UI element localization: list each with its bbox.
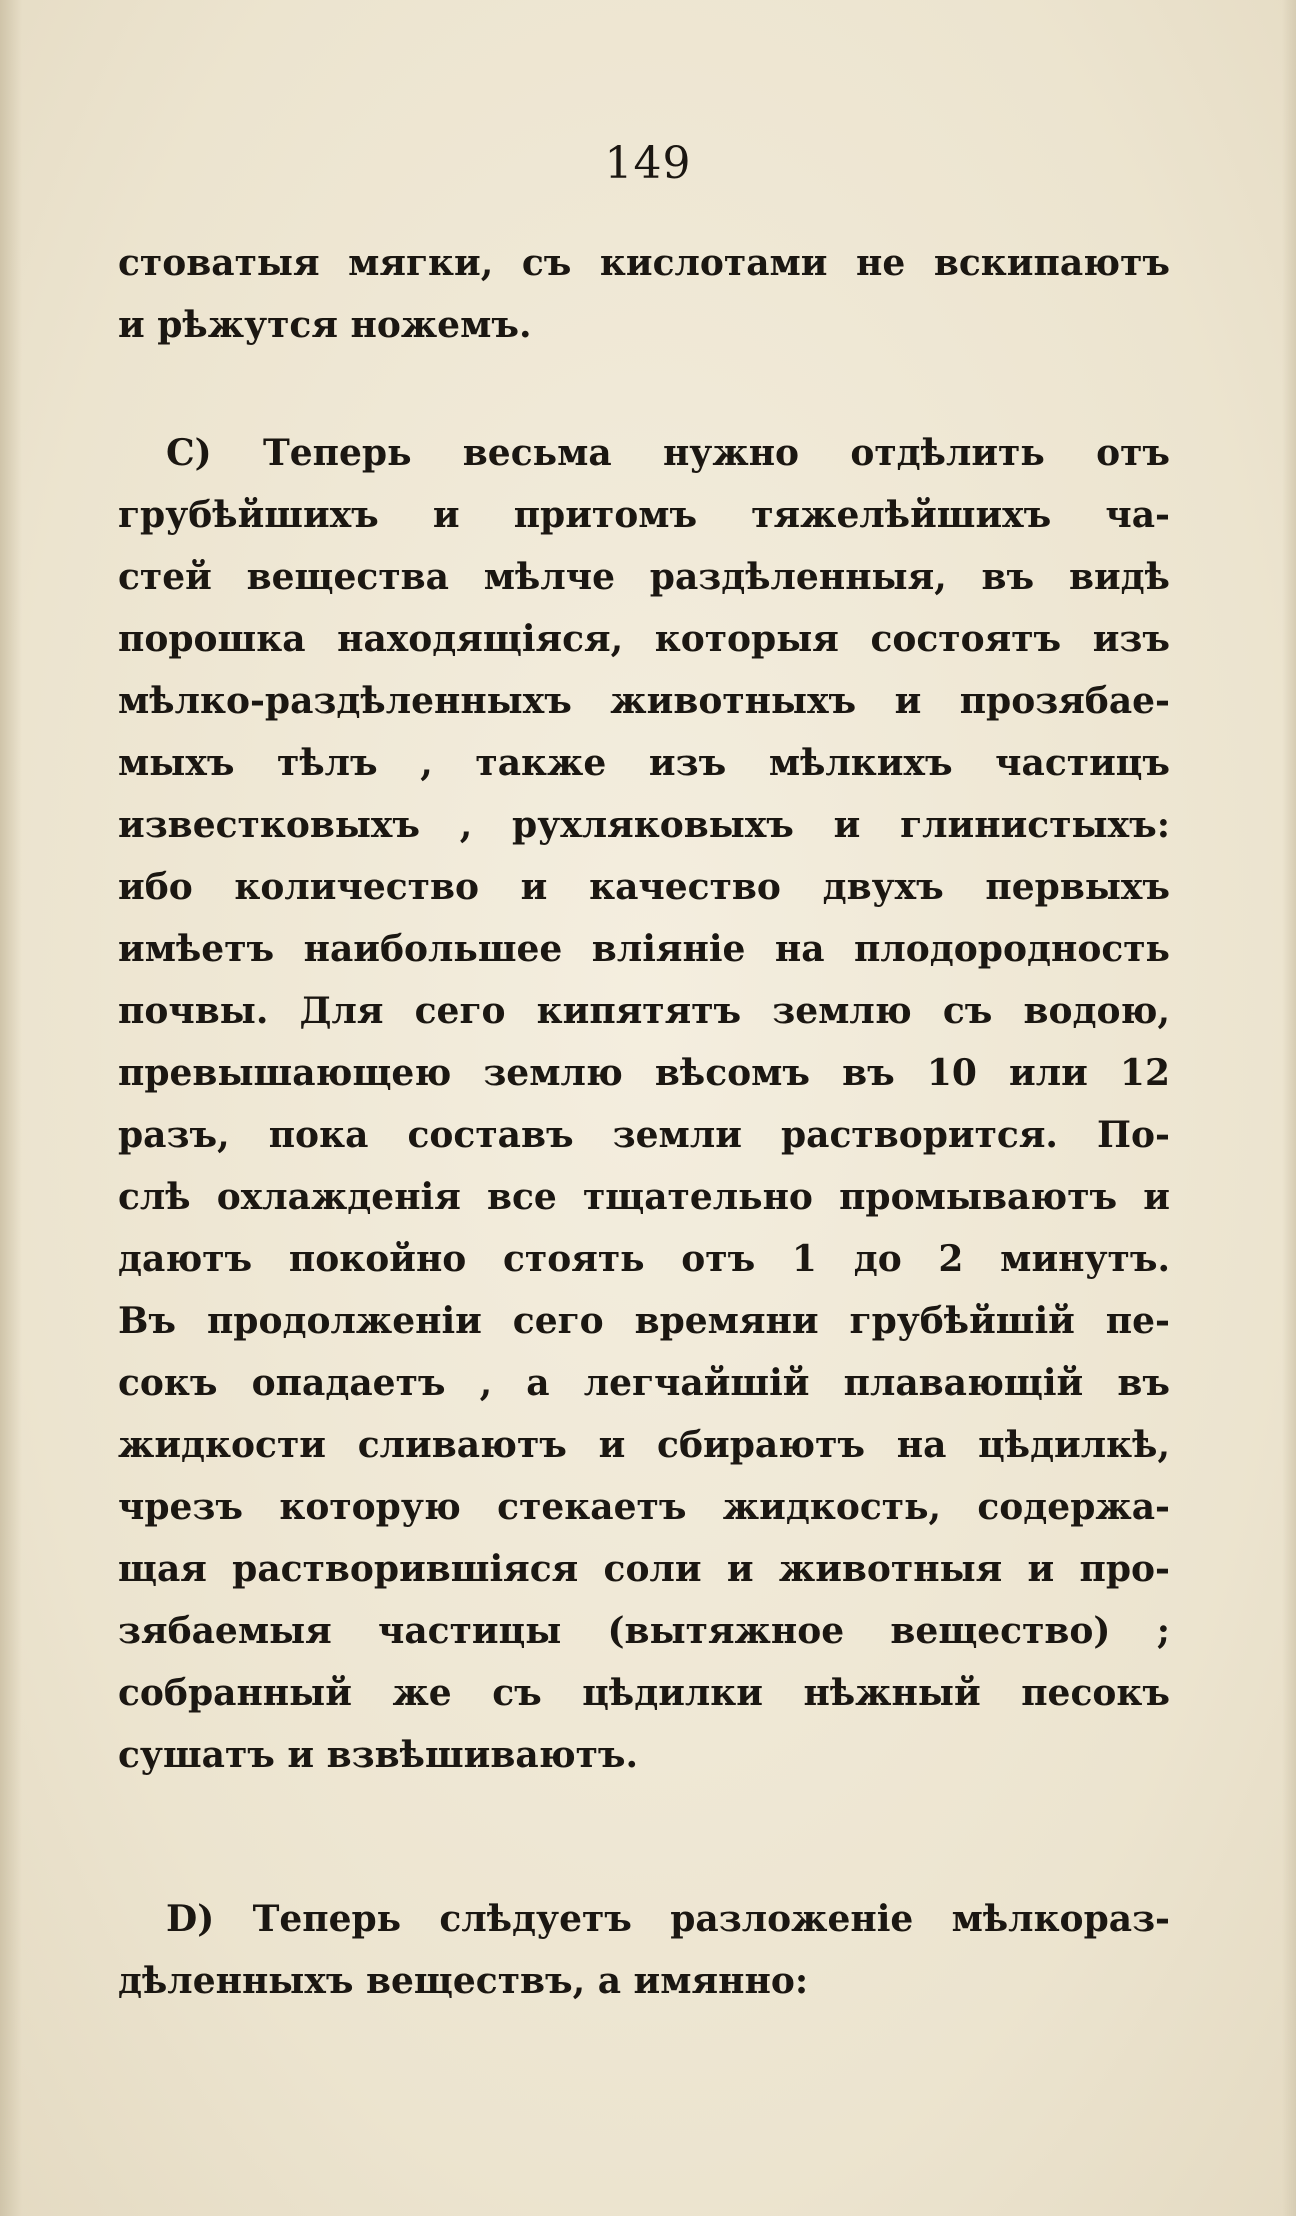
text-line: Въ продолженіи сего времяни грубѣйшій пе- (118, 1300, 1170, 1342)
text-line: жидкости сливаютъ и сбираютъ на цѣдилкѣ, (118, 1424, 1170, 1466)
page-number: 149 (604, 138, 692, 189)
text-line: мѣлко-раздѣленныхъ животныхъ и прозябае- (118, 680, 1170, 722)
text-line: собранный же съ цѣдилки нѣжный песокъ (118, 1672, 1170, 1714)
text-line: стей вещества мѣлче раздѣленныя, въ видѣ (118, 556, 1170, 598)
text-line: чрезъ которую стекаетъ жидкость, содержа- (118, 1486, 1170, 1528)
text-line: дѣленныхъ веществъ, а имянно: (118, 1960, 809, 2002)
text-line: разъ, пока составъ земли растворится. По- (118, 1114, 1170, 1156)
text-line: зябаемыя частицы (вытяжное вещество) ; (118, 1610, 1170, 1652)
text-line: сокъ опадаетъ , а легчайшій плавающій въ (118, 1362, 1170, 1404)
text-line: мыхъ тѣлъ , также изъ мѣлкихъ частицъ (118, 742, 1170, 784)
text-line: D) Теперь слѣдуетъ разложеніе мѣлкораз- (166, 1898, 1170, 1940)
text-line: и рѣжутся ножемъ. (118, 304, 532, 346)
text-line: даютъ покойно стоять отъ 1 до 2 минутъ. (118, 1238, 1170, 1280)
text-line: порошка находящіяся, которыя состоятъ изъ (118, 618, 1170, 660)
page-edge-shadow-right (1282, 0, 1296, 2216)
text-line: слѣ охлажденія все тщательно промываютъ и (118, 1176, 1170, 1218)
text-line: ибо количество и качество двухъ первыхъ (118, 866, 1170, 908)
page-edge-shadow-left (0, 0, 22, 2216)
text-line: стоватыя мягки, съ кислотами не вскипаютъ (118, 242, 1170, 284)
text-line: С) Теперь весьма нужно отдѣлить отъ (166, 432, 1170, 474)
text-line: щая растворившіяся соли и животныя и про- (118, 1548, 1170, 1590)
text-line: почвы. Для сего кипятятъ землю съ водою, (118, 990, 1170, 1032)
text-line: имѣетъ наибольшее вліяніе на плодородность (118, 928, 1170, 970)
text-line: грубѣйшихъ и притомъ тяжелѣйшихъ ча- (118, 494, 1170, 536)
text-line: превышающею землю вѣсомъ въ 10 или 12 (118, 1052, 1170, 1094)
text-line: сушатъ и взвѣшиваютъ. (118, 1734, 639, 1776)
text-line: известковыхъ , рухляковыхъ и глинистыхъ: (118, 804, 1170, 846)
